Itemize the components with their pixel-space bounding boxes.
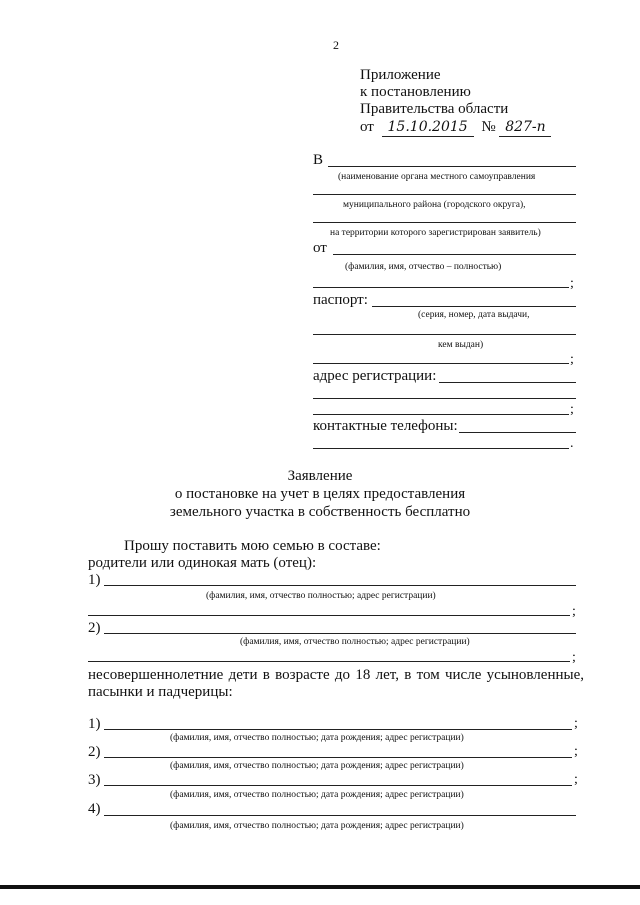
caption-org-1: (наименование органа местного самоуправления — [338, 172, 536, 182]
appendix-date: 15.10.2015 — [382, 119, 474, 137]
appendix-line-3: Правительства области — [360, 101, 509, 117]
appendix-number-label: № — [481, 119, 496, 135]
semicolon-fio: ; — [570, 276, 574, 291]
semicolon-parent-2: ; — [572, 650, 576, 665]
caption-child-4: (фамилия, имя, отчество полностью; дата рождения; адрес регистрации) — [170, 821, 464, 831]
appendix-line-2: к постановлению — [360, 84, 471, 100]
caption-parent-2: (фамилия, имя, отчество полностью; адрес регистрации) — [240, 637, 470, 647]
address-line-3[interactable] — [313, 414, 569, 415]
org-line-3[interactable] — [313, 222, 576, 223]
children-label-1: несовершеннолетние дети в возрасте до 18 лет, в том числе усыновленные, — [88, 667, 584, 683]
child-3-number: 3) — [88, 772, 101, 788]
appendix-from-label: от — [360, 119, 374, 135]
parent-1-line[interactable] — [104, 585, 576, 586]
children-label-2: пасынки и падчерицы: — [88, 684, 233, 700]
child-2-line[interactable] — [104, 757, 572, 758]
scan-edge-bar — [0, 885, 640, 889]
from-line[interactable] — [333, 254, 576, 255]
title-line-1: Заявление — [287, 468, 353, 484]
address-line[interactable] — [439, 382, 576, 383]
caption-passport-2: кем выдан) — [438, 340, 484, 350]
page-number: 2 — [333, 38, 339, 52]
passport-label: паспорт: — [313, 292, 368, 308]
appendix-line-1: Приложение — [360, 67, 441, 83]
parent-1-number: 1) — [88, 572, 101, 588]
caption-org-3: на территории которого зарегистрирован заявитель) — [330, 228, 541, 238]
semicolon-address: ; — [570, 402, 574, 417]
semicolon-child-1: ; — [574, 716, 578, 731]
phones-line[interactable] — [459, 432, 576, 433]
request-text: Прошу поставить мою семью в составе: — [124, 538, 381, 554]
to-line[interactable] — [328, 166, 576, 167]
org-line-2[interactable] — [313, 194, 576, 195]
caption-fio: (фамилия, имя, отчество – полностью) — [345, 262, 502, 272]
title-line-2: о постановке на учет в целях предоставления — [174, 486, 466, 502]
from-label: от — [313, 240, 327, 256]
to-label: В — [313, 152, 324, 168]
semicolon-child-3: ; — [574, 772, 578, 787]
parent-2-line-2[interactable] — [88, 661, 570, 662]
caption-org-2: муниципального района (городского округа), — [343, 200, 526, 210]
child-4-number: 4) — [88, 801, 101, 817]
caption-child-2: (фамилия, имя, отчество полностью; дата рождения; адрес регистрации) — [170, 761, 464, 771]
caption-child-3: (фамилия, имя, отчество полностью; дата рождения; адрес регистрации) — [170, 790, 464, 800]
passport-line-3[interactable] — [313, 363, 569, 364]
passport-line[interactable] — [372, 306, 576, 307]
address-line-2[interactable] — [313, 398, 576, 399]
child-1-line[interactable] — [104, 729, 572, 730]
parent-2-number: 2) — [88, 620, 101, 636]
phones-line-2[interactable] — [313, 448, 569, 449]
appendix-date-row — [360, 119, 551, 137]
period-phones: . — [570, 436, 574, 451]
caption-passport-1: (серия, номер, дата выдачи, — [418, 310, 530, 320]
title-line-3: земельного участка в собственность бесплатно — [169, 504, 471, 520]
phones-label: контактные телефоны: — [313, 418, 458, 434]
semicolon-parent-1: ; — [572, 604, 576, 619]
parents-label: родители или одинокая мать (отец): — [88, 555, 317, 571]
semicolon-passport: ; — [570, 352, 574, 367]
caption-child-1: (фамилия, имя, отчество полностью; дата рождения; адрес регистрации) — [170, 733, 464, 743]
child-4-line[interactable] — [104, 815, 576, 816]
fio-line-2[interactable] — [313, 287, 569, 288]
passport-line-2[interactable] — [313, 334, 576, 335]
appendix-number: 827-п — [499, 119, 551, 137]
parent-1-line-2[interactable] — [88, 615, 570, 616]
child-3-line[interactable] — [104, 785, 572, 786]
parent-2-line[interactable] — [104, 633, 576, 634]
semicolon-child-2: ; — [574, 744, 578, 759]
address-label: адрес регистрации: — [313, 368, 437, 384]
child-1-number: 1) — [88, 716, 101, 732]
caption-parent-1: (фамилия, имя, отчество полностью; адрес регистрации) — [206, 591, 436, 601]
child-2-number: 2) — [88, 744, 101, 760]
